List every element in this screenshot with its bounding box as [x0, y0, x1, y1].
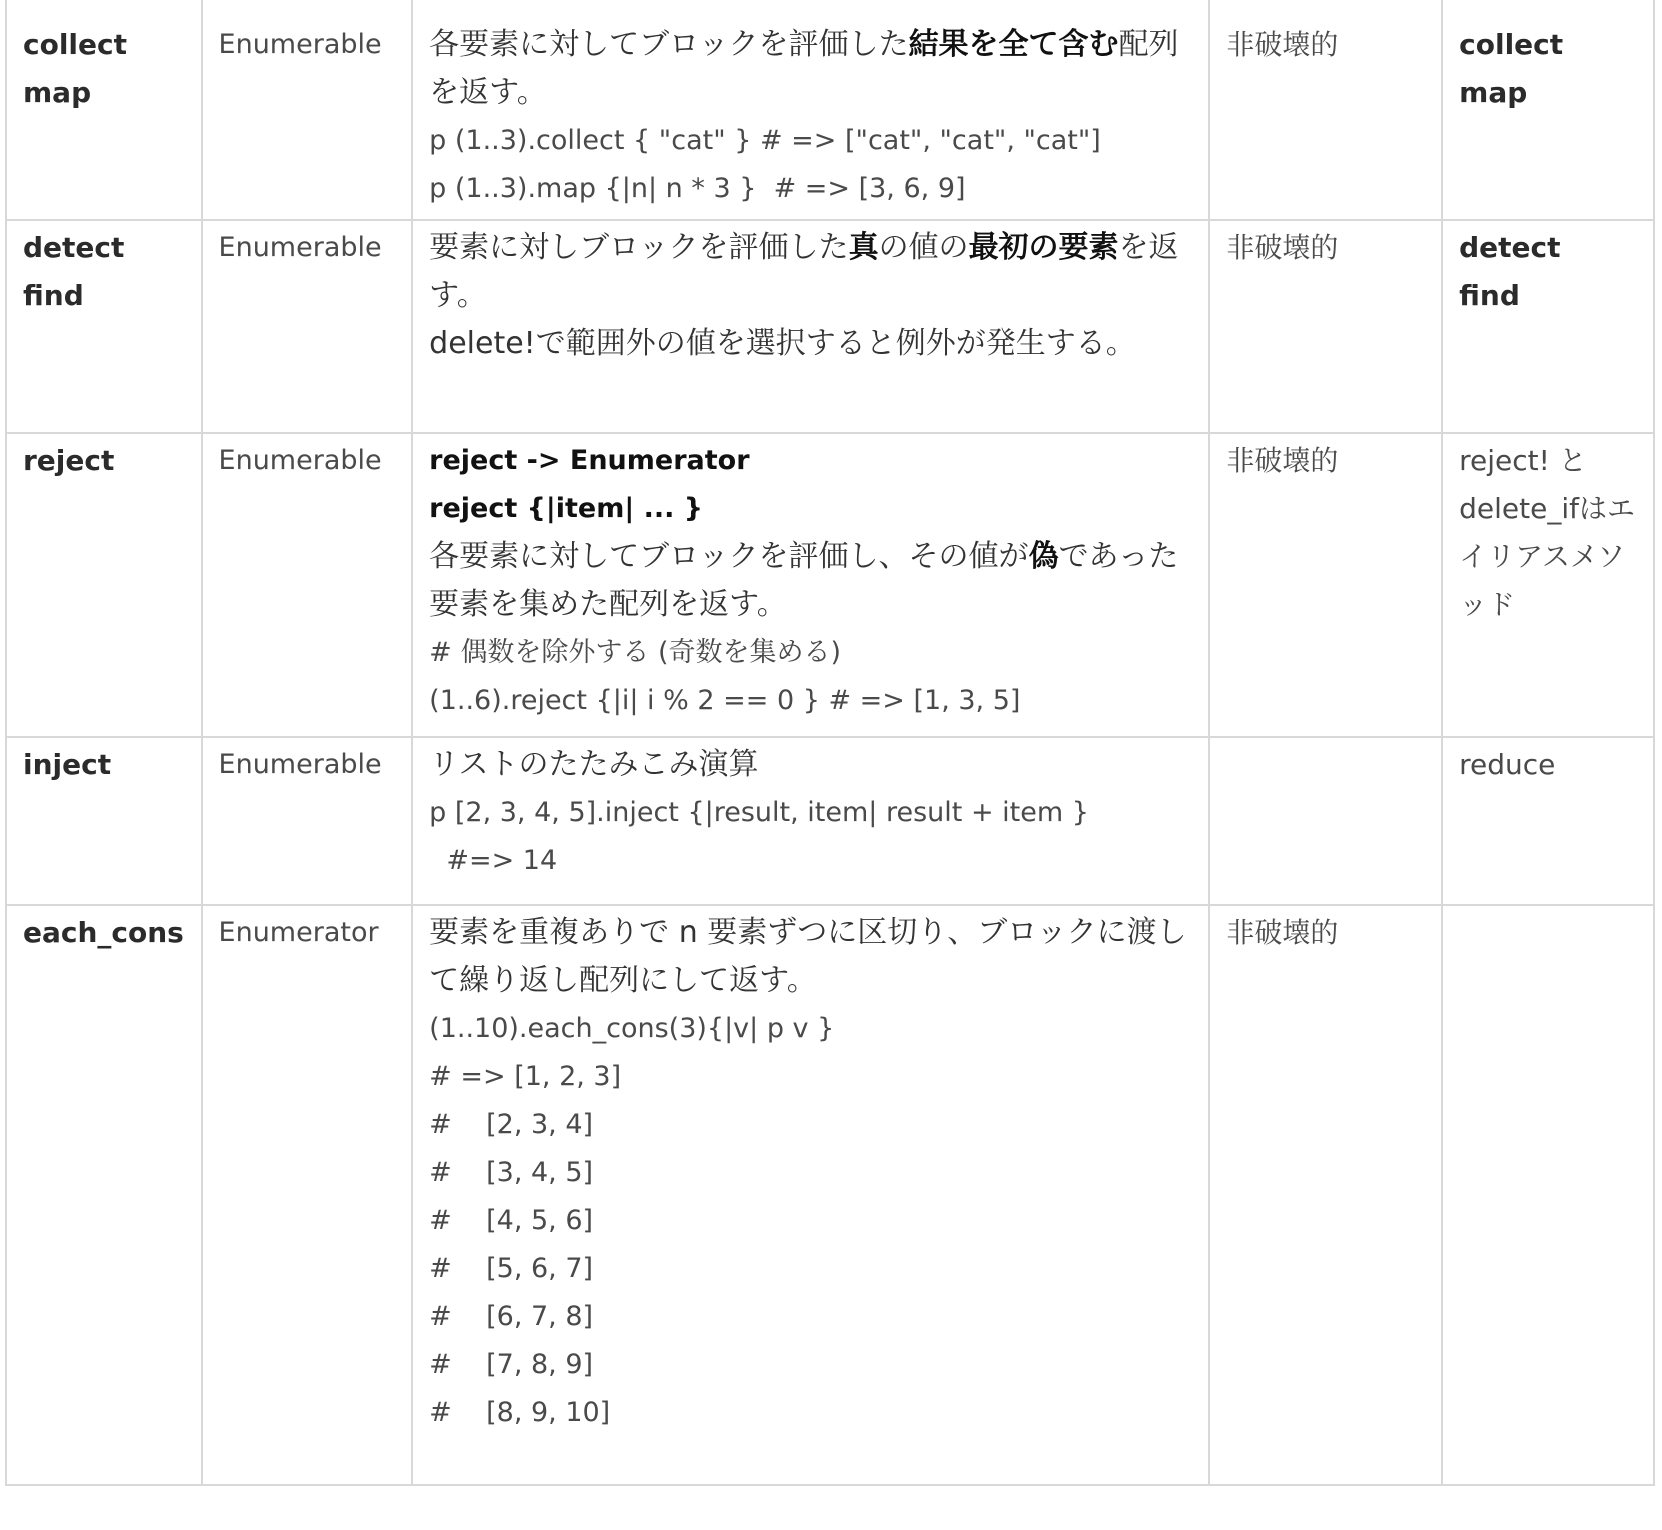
method-name: inject: [23, 748, 112, 781]
method-name: each_cons: [23, 916, 184, 949]
alias-name: detect: [1459, 231, 1561, 264]
description-note: delete!で範囲外の値を選択すると例外が発生する。: [429, 326, 1136, 361]
method-name-cell: [6, 0, 202, 220]
kind-cell: [1209, 905, 1442, 1485]
module-name: Enumerable: [218, 29, 382, 60]
description-part: 配列を返す。: [429, 27, 1179, 110]
module-name: Enumerable: [218, 749, 382, 780]
kind-cell: [1209, 0, 1442, 220]
method-name-cell: [6, 433, 202, 737]
description-emphasis: 最初の要素: [968, 230, 1119, 265]
alias-cell: [1442, 433, 1654, 737]
code-line: # [2, 3, 4]: [429, 1109, 594, 1140]
module-name: Enumerable: [218, 445, 382, 476]
kind-label: 非破壊的: [1226, 231, 1339, 264]
description-emphasis: 偽: [1028, 539, 1059, 574]
module-cell: [202, 0, 413, 220]
module-name: Enumerator: [218, 917, 379, 948]
alias-name: collect: [1459, 28, 1564, 61]
code-line: p (1..3).collect { "cat" } # => ["cat", "cat", "cat"]: [429, 125, 1101, 156]
description-part: 要素に対しブロックを評価した: [429, 230, 849, 265]
description-text: [429, 533, 1192, 629]
method-name: reject: [23, 444, 115, 477]
module-cell: [202, 220, 413, 433]
method-name-cell: [6, 220, 202, 433]
description-cell: [412, 0, 1209, 220]
method-signature: reject -> Enumerator: [429, 445, 750, 476]
table-row: [6, 737, 1654, 905]
code-line: # [3, 4, 5]: [429, 1157, 594, 1188]
module-cell: [202, 737, 413, 905]
kind-label: 非破壊的: [1226, 444, 1339, 477]
module-name: Enumerable: [218, 232, 382, 263]
method-signature: reject {|item| ... }: [429, 493, 704, 524]
description-part: の値の: [878, 230, 969, 265]
alias-cell: [1442, 0, 1654, 220]
code-line: # => [1, 2, 3]: [429, 1061, 622, 1092]
code-line: # 偶数を除外する (奇数を集める): [429, 637, 842, 668]
method-name-cell: [6, 905, 202, 1485]
description-emphasis: 結果を全て含む: [908, 27, 1119, 62]
table-row: [6, 905, 1654, 1485]
code-line: #=> 14: [429, 845, 558, 876]
method-name: detect: [23, 231, 125, 264]
kind-cell: [1209, 433, 1442, 737]
alias-cell: [1442, 737, 1654, 905]
description-text: [429, 224, 1192, 320]
code-line: (1..6).reject {|i| i % 2 == 0 } # => [1, 3, 5]: [429, 685, 1021, 716]
code-line: # [8, 9, 10]: [429, 1397, 611, 1428]
alias-name: map: [1459, 76, 1528, 109]
description-part: 各要素に対してブロックを評価し、その値が: [429, 539, 1029, 574]
method-name: collect: [23, 28, 128, 61]
code-line: (1..10).each_cons(3){|v| p v }: [429, 1013, 835, 1044]
description-cell: [412, 220, 1209, 433]
method-name: map: [23, 76, 92, 109]
description-text: [429, 21, 1192, 117]
code-line: p (1..3).map {|n| n * 3 } # => [3, 6, 9]: [429, 173, 966, 204]
code-line: # [4, 5, 6]: [429, 1205, 594, 1236]
table-row: [6, 220, 1654, 433]
description-part: であった要素を集めた配列を返す。: [429, 539, 1179, 622]
kind-cell: [1209, 220, 1442, 433]
method-table: [5, 0, 1655, 1486]
method-name: find: [23, 279, 84, 312]
code-line: # [7, 8, 9]: [429, 1349, 594, 1380]
module-cell: [202, 905, 413, 1485]
description-part: 各要素に対してブロックを評価した: [429, 27, 909, 62]
kind-cell: [1209, 737, 1442, 905]
kind-label: 非破壊的: [1226, 28, 1339, 61]
module-cell: [202, 433, 413, 737]
table-row: [6, 433, 1654, 737]
code-line: p [2, 3, 4, 5].inject {|result, item| result + item }: [429, 797, 1089, 828]
description-emphasis: 真: [848, 230, 879, 265]
kind-label: 非破壊的: [1226, 916, 1339, 949]
description-cell: [412, 737, 1209, 905]
code-line: # [5, 6, 7]: [429, 1253, 594, 1284]
table-row: [6, 0, 1654, 220]
alias-note: reduce: [1459, 748, 1556, 781]
method-name-cell: [6, 737, 202, 905]
description-cell: [412, 433, 1209, 737]
alias-note: reject! と delete_ifはエイリアスメソッド: [1459, 444, 1635, 621]
alias-name: find: [1459, 279, 1520, 312]
alias-cell: [1442, 905, 1654, 1485]
code-line: # [6, 7, 8]: [429, 1301, 594, 1332]
alias-cell: [1442, 220, 1654, 433]
description-cell: [412, 905, 1209, 1485]
description-text: 要素を重複ありで n 要素ずつに区切り、ブロックに渡して繰り返し配列にして返す。: [429, 915, 1187, 998]
description-text: リストのたたみこみ演算: [429, 747, 759, 782]
description-part: を返す。: [429, 230, 1179, 313]
